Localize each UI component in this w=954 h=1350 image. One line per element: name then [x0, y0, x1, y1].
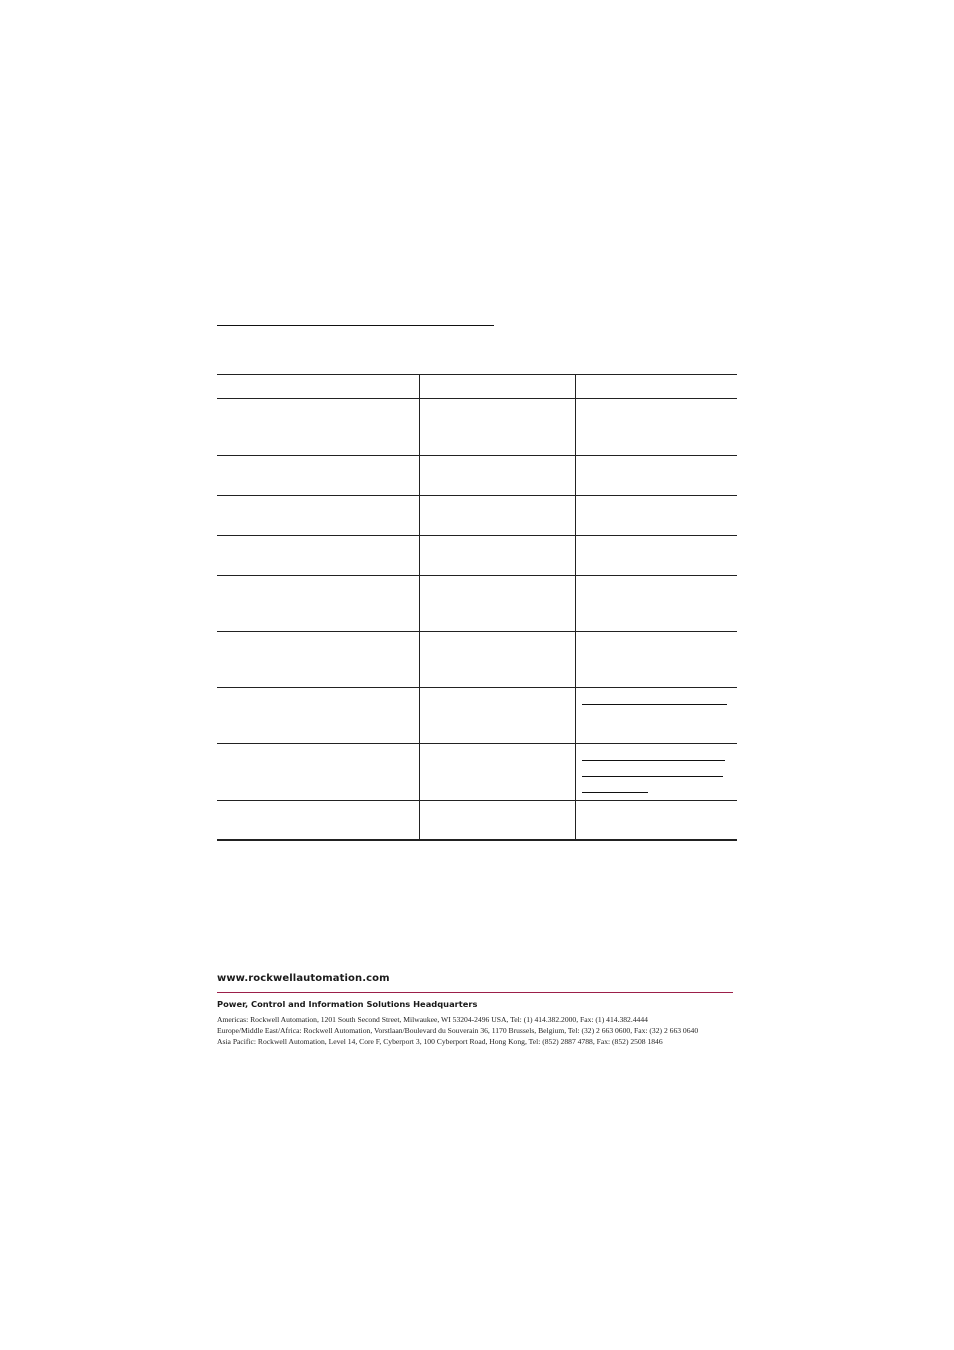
- footer-address-emea: Europe/Middle East/Africa: Rockwell Automation, Vorstlaan/Boulevard du Souverain 36, 1170 Brussels, Belgium, Tel: (32) 2 663 0600, Fax: (32) 2 663 0640: [217, 1026, 699, 1035]
- table-row-separator: [217, 631, 737, 632]
- table-link[interactable]: [582, 776, 723, 777]
- table-row-separator: [217, 687, 737, 688]
- footer-address-asia-pacific: Asia Pacific: Rockwell Automation, Level 14, Core F, Cyberport 3, 100 Cyberport Road, Hong Kong, Tel: (852) 2887 4788, Fax: (852) 2508 1846: [217, 1037, 663, 1046]
- table-row-separator: [217, 800, 737, 801]
- table-row-separator: [217, 575, 737, 576]
- table-bottom-border: [217, 839, 737, 841]
- footer-divider: [217, 992, 733, 993]
- contact-table: [217, 374, 737, 840]
- footer-hq-title: Power, Control and Information Solutions Headquarters: [217, 999, 478, 1009]
- table-row-separator: [217, 743, 737, 744]
- footer-url[interactable]: www.rockwellautomation.com: [217, 973, 390, 984]
- table-top-border: [217, 374, 737, 375]
- title-underline: [217, 325, 494, 326]
- footer-address-americas: Americas: Rockwell Automation, 1201 South Second Street, Milwaukee, WI 53204-2496 USA, Tel: (1) 414.382.2000, Fax: (1) 414.382.4444: [217, 1015, 648, 1024]
- table-link[interactable]: [582, 792, 648, 793]
- table-column-divider: [419, 374, 420, 840]
- table-header-separator: [217, 398, 737, 399]
- table-link[interactable]: [582, 704, 727, 705]
- table-column-divider: [575, 374, 576, 840]
- table-link[interactable]: [582, 760, 725, 761]
- table-row-separator: [217, 535, 737, 536]
- table-row-separator: [217, 495, 737, 496]
- table-row-separator: [217, 455, 737, 456]
